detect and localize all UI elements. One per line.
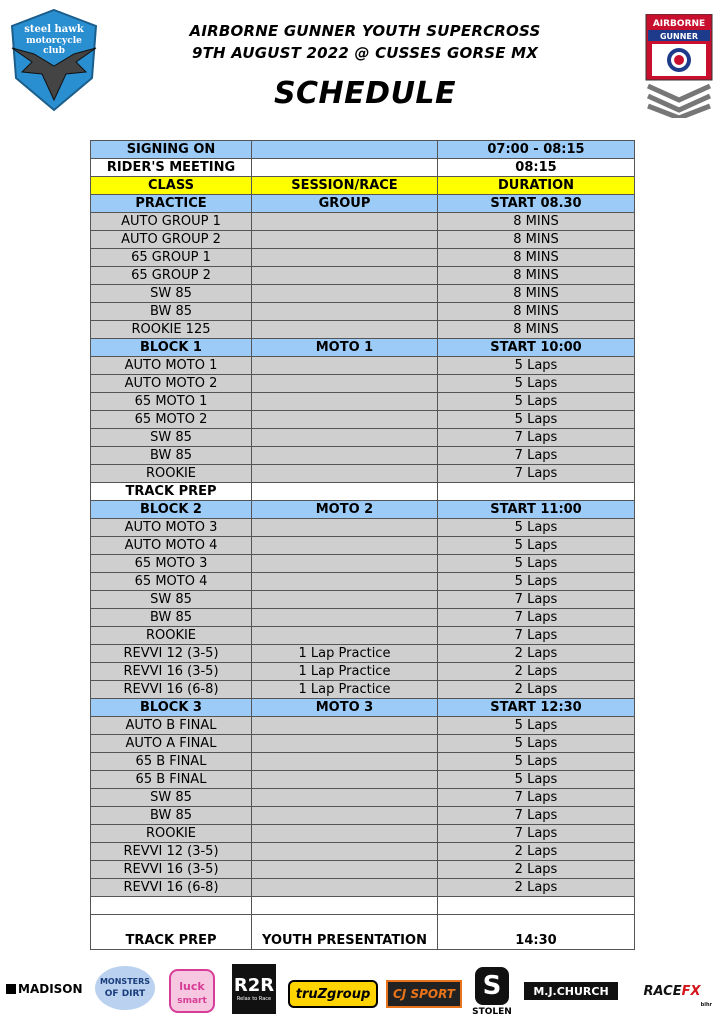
- duration-cell: 2 Laps: [438, 681, 635, 699]
- session-cell: [252, 267, 438, 285]
- tru-group-logo: truZgroup: [288, 980, 378, 1008]
- session-cell: 1 Lap Practice: [252, 681, 438, 699]
- sponsor-strip: [0, 962, 724, 1018]
- session-cell: [252, 717, 438, 735]
- schedule-row: [91, 915, 635, 950]
- duration-cell: START 10:00: [438, 339, 635, 357]
- session-cell: [252, 159, 438, 177]
- duration-cell: START 11:00: [438, 501, 635, 519]
- duration-cell: 7 Laps: [438, 807, 635, 825]
- schedule-row: [91, 231, 635, 249]
- session-cell: [252, 627, 438, 645]
- session-cell: [252, 213, 438, 231]
- class-cell: AUTO MOTO 3: [91, 519, 252, 537]
- class-cell: REVVI 16 (3-5): [91, 861, 252, 879]
- class-cell: PRACTICE: [91, 195, 252, 213]
- duration-cell: 5 Laps: [438, 573, 635, 591]
- duration-cell: 5 Laps: [438, 411, 635, 429]
- event-date-venue: 9TH AUGUST 2022 @ CUSSES GORSE MX: [191, 44, 538, 62]
- class-cell: REVVI 16 (6-8): [91, 681, 252, 699]
- session-cell: [252, 537, 438, 555]
- schedule-row: [91, 573, 635, 591]
- session-cell: [252, 357, 438, 375]
- madison-logo: MADISON: [6, 982, 83, 996]
- session-cell: [252, 879, 438, 897]
- session-cell: [252, 807, 438, 825]
- duration-cell: 5 Laps: [438, 555, 635, 573]
- class-cell: ROOKIE: [91, 465, 252, 483]
- class-cell: SW 85: [91, 285, 252, 303]
- section-header-row: [91, 339, 635, 357]
- class-cell: 65 MOTO 1: [91, 393, 252, 411]
- class-cell: REVVI 12 (3-5): [91, 645, 252, 663]
- class-cell: BW 85: [91, 609, 252, 627]
- luck-smart-logo: [168, 966, 216, 1016]
- session-cell: 1 Lap Practice: [252, 645, 438, 663]
- section-header-row: [91, 177, 635, 195]
- schedule-row: [91, 789, 635, 807]
- class-cell: RIDER'S MEETING: [91, 159, 252, 177]
- svg-text:MONSTERS: MONSTERS: [99, 977, 151, 986]
- schedule-row: [91, 663, 635, 681]
- duration-cell: 7 Laps: [438, 429, 635, 447]
- class-cell: BLOCK 1: [91, 339, 252, 357]
- session-cell: MOTO 1: [252, 339, 438, 357]
- class-cell: AUTO A FINAL: [91, 735, 252, 753]
- duration-cell: 7 Laps: [438, 627, 635, 645]
- session-cell: [252, 591, 438, 609]
- session-cell: [252, 825, 438, 843]
- event-title: AIRBORNE GUNNER YOUTH SUPERCROSS: [189, 22, 541, 40]
- duration-cell: 8 MINS: [438, 303, 635, 321]
- section-header-row: [91, 699, 635, 717]
- class-cell: BW 85: [91, 447, 252, 465]
- session-cell: [252, 753, 438, 771]
- schedule-row: [91, 861, 635, 879]
- session-cell: [252, 771, 438, 789]
- session-cell: [252, 249, 438, 267]
- class-cell: 65 MOTO 2: [91, 411, 252, 429]
- duration-cell: 5 Laps: [438, 717, 635, 735]
- duration-cell: 07:00 - 08:15: [438, 141, 635, 159]
- mj-church-logo: M.J.CHURCH: [524, 982, 618, 1000]
- schedule-row: [91, 267, 635, 285]
- duration-cell: 5 Laps: [438, 753, 635, 771]
- schedule-row: [91, 519, 635, 537]
- schedule-table-body: [91, 141, 635, 950]
- session-cell: [252, 483, 438, 501]
- schedule-row: [91, 717, 635, 735]
- schedule-title: SCHEDULE: [273, 76, 457, 111]
- session-cell: [252, 789, 438, 807]
- duration-cell: START 08.30: [438, 195, 635, 213]
- session-cell: [252, 555, 438, 573]
- class-cell: BW 85: [91, 303, 252, 321]
- duration-cell: 5 Laps: [438, 375, 635, 393]
- schedule-row: [91, 735, 635, 753]
- class-cell: 65 B FINAL: [91, 753, 252, 771]
- duration-cell: 2 Laps: [438, 843, 635, 861]
- duration-cell: 7 Laps: [438, 825, 635, 843]
- schedule-row: [91, 303, 635, 321]
- schedule-row: [91, 465, 635, 483]
- logo-text-line1: steel hawk: [24, 24, 84, 35]
- schedule-row: [91, 771, 635, 789]
- schedule-row: [91, 591, 635, 609]
- class-cell: [91, 897, 252, 915]
- schedule-row: [91, 825, 635, 843]
- session-cell: [252, 465, 438, 483]
- schedule-row: [91, 429, 635, 447]
- schedule-row: [91, 897, 635, 915]
- class-cell: 65 MOTO 4: [91, 573, 252, 591]
- class-cell: TRACK PREP: [91, 483, 252, 501]
- schedule-row: [91, 879, 635, 897]
- duration-cell: 2 Laps: [438, 879, 635, 897]
- session-cell: [252, 393, 438, 411]
- section-header-row: [91, 141, 635, 159]
- duration-cell: 7 Laps: [438, 591, 635, 609]
- duration-cell: 8 MINS: [438, 267, 635, 285]
- class-cell: ROOKIE 125: [91, 321, 252, 339]
- class-cell: TRACK PREP: [91, 915, 252, 950]
- class-cell: REVVI 12 (3-5): [91, 843, 252, 861]
- monsters-of-dirt-logo: [92, 962, 158, 1014]
- duration-cell: 2 Laps: [438, 861, 635, 879]
- duration-cell: [438, 483, 635, 501]
- schedule-row: [91, 753, 635, 771]
- duration-cell: 8 MINS: [438, 213, 635, 231]
- class-cell: BLOCK 2: [91, 501, 252, 519]
- class-cell: 65 GROUP 2: [91, 267, 252, 285]
- racefx-logo: RACE FX bihr: [643, 983, 712, 1008]
- class-cell: REVVI 16 (6-8): [91, 879, 252, 897]
- schedule-row: [91, 681, 635, 699]
- duration-cell: 14:30: [438, 915, 635, 950]
- session-cell: [252, 897, 438, 915]
- schedule-row: [91, 627, 635, 645]
- class-cell: ROOKIE: [91, 627, 252, 645]
- session-cell: [252, 375, 438, 393]
- class-cell: AUTO MOTO 1: [91, 357, 252, 375]
- steel-hawk-logo: [8, 8, 100, 112]
- class-cell: REVVI 16 (3-5): [91, 663, 252, 681]
- duration-cell: 5 Laps: [438, 519, 635, 537]
- session-cell: [252, 447, 438, 465]
- schedule-row: [91, 285, 635, 303]
- r2r-logo: R2R Relax to Race: [232, 964, 276, 1014]
- class-cell: AUTO MOTO 2: [91, 375, 252, 393]
- section-header-row: [91, 195, 635, 213]
- schedule-row: [91, 555, 635, 573]
- duration-cell: 7 Laps: [438, 447, 635, 465]
- duration-cell: 5 Laps: [438, 393, 635, 411]
- class-cell: CLASS: [91, 177, 252, 195]
- cj-sport-logo: CJ SPORT: [386, 980, 462, 1008]
- svg-text:OF DIRT: OF DIRT: [104, 989, 146, 999]
- schedule-table: [90, 140, 635, 950]
- session-cell: 1 Lap Practice: [252, 663, 438, 681]
- schedule-row: [91, 393, 635, 411]
- session-cell: [252, 321, 438, 339]
- class-cell: BLOCK 3: [91, 699, 252, 717]
- class-cell: AUTO MOTO 4: [91, 537, 252, 555]
- duration-cell: 7 Laps: [438, 465, 635, 483]
- duration-cell: 2 Laps: [438, 645, 635, 663]
- duration-cell: 5 Laps: [438, 357, 635, 375]
- session-cell: [252, 411, 438, 429]
- class-cell: SW 85: [91, 789, 252, 807]
- class-cell: SW 85: [91, 591, 252, 609]
- session-cell: [252, 519, 438, 537]
- duration-cell: 8 MINS: [438, 249, 635, 267]
- schedule-row: [91, 645, 635, 663]
- schedule-row: [91, 609, 635, 627]
- class-cell: AUTO B FINAL: [91, 717, 252, 735]
- svg-text:luck: luck: [179, 980, 205, 993]
- duration-cell: 7 Laps: [438, 789, 635, 807]
- duration-cell: [438, 897, 635, 915]
- session-cell: GROUP: [252, 195, 438, 213]
- section-header-row: [91, 501, 635, 519]
- class-cell: 65 B FINAL: [91, 771, 252, 789]
- duration-cell: 7 Laps: [438, 609, 635, 627]
- session-cell: [252, 285, 438, 303]
- class-cell: SW 85: [91, 429, 252, 447]
- duration-cell: 8 MINS: [438, 231, 635, 249]
- session-cell: MOTO 3: [252, 699, 438, 717]
- duration-cell: START 12:30: [438, 699, 635, 717]
- session-cell: [252, 573, 438, 591]
- schedule-row: [91, 357, 635, 375]
- session-cell: SESSION/RACE: [252, 177, 438, 195]
- svg-text:smart: smart: [177, 996, 207, 1006]
- session-cell: YOUTH PRESENTATION: [252, 915, 438, 950]
- class-cell: SIGNING ON: [91, 141, 252, 159]
- stolen-logo: S STOLEN: [472, 964, 512, 1020]
- schedule-row: [91, 213, 635, 231]
- logo-text-line2: motorcycle: [26, 36, 82, 46]
- schedule-row: [91, 375, 635, 393]
- class-cell: AUTO GROUP 2: [91, 231, 252, 249]
- schedule-row: [91, 483, 635, 501]
- duration-cell: 5 Laps: [438, 537, 635, 555]
- duration-cell: 5 Laps: [438, 771, 635, 789]
- session-cell: [252, 861, 438, 879]
- schedule-row: [91, 807, 635, 825]
- duration-cell: 08:15: [438, 159, 635, 177]
- duration-cell: 5 Laps: [438, 735, 635, 753]
- session-cell: [252, 231, 438, 249]
- schedule-row: [91, 447, 635, 465]
- duration-cell: DURATION: [438, 177, 635, 195]
- airborne-gunner-logo: [644, 14, 714, 118]
- schedule-row: [91, 159, 635, 177]
- session-cell: [252, 429, 438, 447]
- schedule-row: [91, 321, 635, 339]
- logo-right-line2: GUNNER: [659, 32, 699, 41]
- logo-right-line1: AIRBORNE: [652, 19, 706, 29]
- session-cell: [252, 609, 438, 627]
- duration-cell: 8 MINS: [438, 321, 635, 339]
- session-cell: [252, 843, 438, 861]
- session-cell: MOTO 2: [252, 501, 438, 519]
- class-cell: BW 85: [91, 807, 252, 825]
- class-cell: 65 GROUP 1: [91, 249, 252, 267]
- class-cell: 65 MOTO 3: [91, 555, 252, 573]
- session-cell: [252, 735, 438, 753]
- document-header: [150, 20, 580, 111]
- schedule-row: [91, 843, 635, 861]
- session-cell: [252, 303, 438, 321]
- schedule-row: [91, 249, 635, 267]
- schedule-row: [91, 411, 635, 429]
- class-cell: ROOKIE: [91, 825, 252, 843]
- duration-cell: 8 MINS: [438, 285, 635, 303]
- schedule-row: [91, 537, 635, 555]
- duration-cell: 2 Laps: [438, 663, 635, 681]
- session-cell: [252, 141, 438, 159]
- class-cell: AUTO GROUP 1: [91, 213, 252, 231]
- logo-text-line3: club: [43, 46, 65, 56]
